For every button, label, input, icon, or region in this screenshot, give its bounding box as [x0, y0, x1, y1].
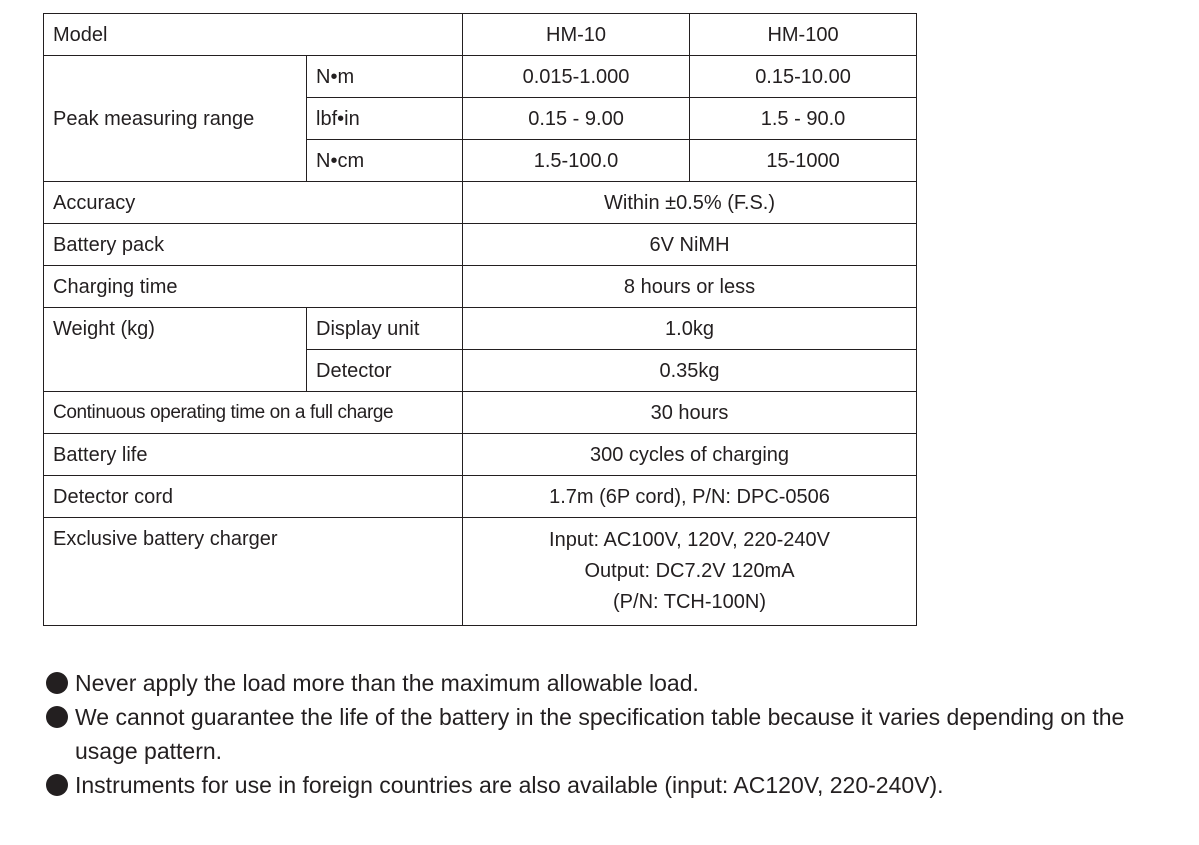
model-label: Model — [44, 14, 463, 56]
table-row — [44, 476, 917, 518]
peak-value-hm10: 0.015-1.000 — [463, 56, 690, 98]
note-item — [46, 666, 1166, 700]
model-hm10: HM-10 — [463, 14, 690, 56]
peak-value-hm10: 1.5-100.0 — [463, 140, 690, 182]
note-text: Never apply the load more than the maximum allowable load. — [75, 670, 699, 696]
table-row — [44, 392, 917, 434]
continuous-time-value: 30 hours — [463, 392, 917, 434]
continuous-time-label: Continuous operating time on a full charge — [44, 392, 463, 434]
bullet-dot-icon — [46, 672, 68, 694]
peak-value-hm100: 0.15-10.00 — [690, 56, 917, 98]
peak-value-hm100: 1.5 - 90.0 — [690, 98, 917, 140]
note-text: Instruments for use in foreign countries are also available (input: AC120V, 220-240V). — [75, 772, 944, 798]
table-row — [44, 14, 917, 56]
charger-output-line: Output: DC7.2V 120mA — [584, 560, 795, 582]
model-hm100: HM-100 — [690, 14, 917, 56]
table-row — [44, 224, 917, 266]
bullet-dot-icon — [46, 774, 68, 796]
peak-value-hm10: 0.15 - 9.00 — [463, 98, 690, 140]
detector-cord-label: Detector cord — [44, 476, 463, 518]
notes-list — [46, 666, 1166, 802]
charging-time-label: Charging time — [44, 266, 463, 308]
charger-part-number-line: (P/N: TCH-100N) — [613, 591, 767, 613]
table-row — [44, 434, 917, 476]
battery-pack-value: 6V NiMH — [463, 224, 917, 266]
battery-life-label: Battery life — [44, 434, 463, 476]
battery-life-value: 300 cycles of charging — [463, 434, 917, 476]
battery-charger-value — [463, 518, 917, 626]
table-row — [44, 266, 917, 308]
peak-unit: N•m — [307, 56, 463, 98]
table-row — [44, 308, 917, 350]
note-text: We cannot guarantee the life of the battery in the specification table because it varies depending on the usage pattern. — [75, 704, 1125, 764]
note-item — [46, 700, 1166, 768]
peak-unit: lbf•in — [307, 98, 463, 140]
peak-range-label: Peak measuring range — [44, 56, 307, 182]
weight-label: Weight (kg) — [44, 308, 307, 392]
battery-charger-label: Exclusive battery charger — [44, 518, 463, 626]
table-row — [44, 518, 917, 626]
peak-unit: N•cm — [307, 140, 463, 182]
note-item — [46, 768, 1166, 802]
weight-value: 0.35kg — [463, 350, 917, 392]
weight-sub-label: Display unit — [307, 308, 463, 350]
weight-sub-label: Detector — [307, 350, 463, 392]
table-row — [44, 182, 917, 224]
specification-table — [43, 13, 917, 626]
charging-time-value: 8 hours or less — [463, 266, 917, 308]
peak-value-hm100: 15-1000 — [690, 140, 917, 182]
weight-value: 1.0kg — [463, 308, 917, 350]
battery-pack-label: Battery pack — [44, 224, 463, 266]
accuracy-label: Accuracy — [44, 182, 463, 224]
charger-input-line: Input: AC100V, 120V, 220-240V — [549, 529, 831, 551]
bullet-dot-icon — [46, 706, 68, 728]
table-row — [44, 56, 917, 98]
detector-cord-value: 1.7m (6P cord), P/N: DPC-0506 — [463, 476, 917, 518]
accuracy-value: Within ±0.5% (F.S.) — [463, 182, 917, 224]
